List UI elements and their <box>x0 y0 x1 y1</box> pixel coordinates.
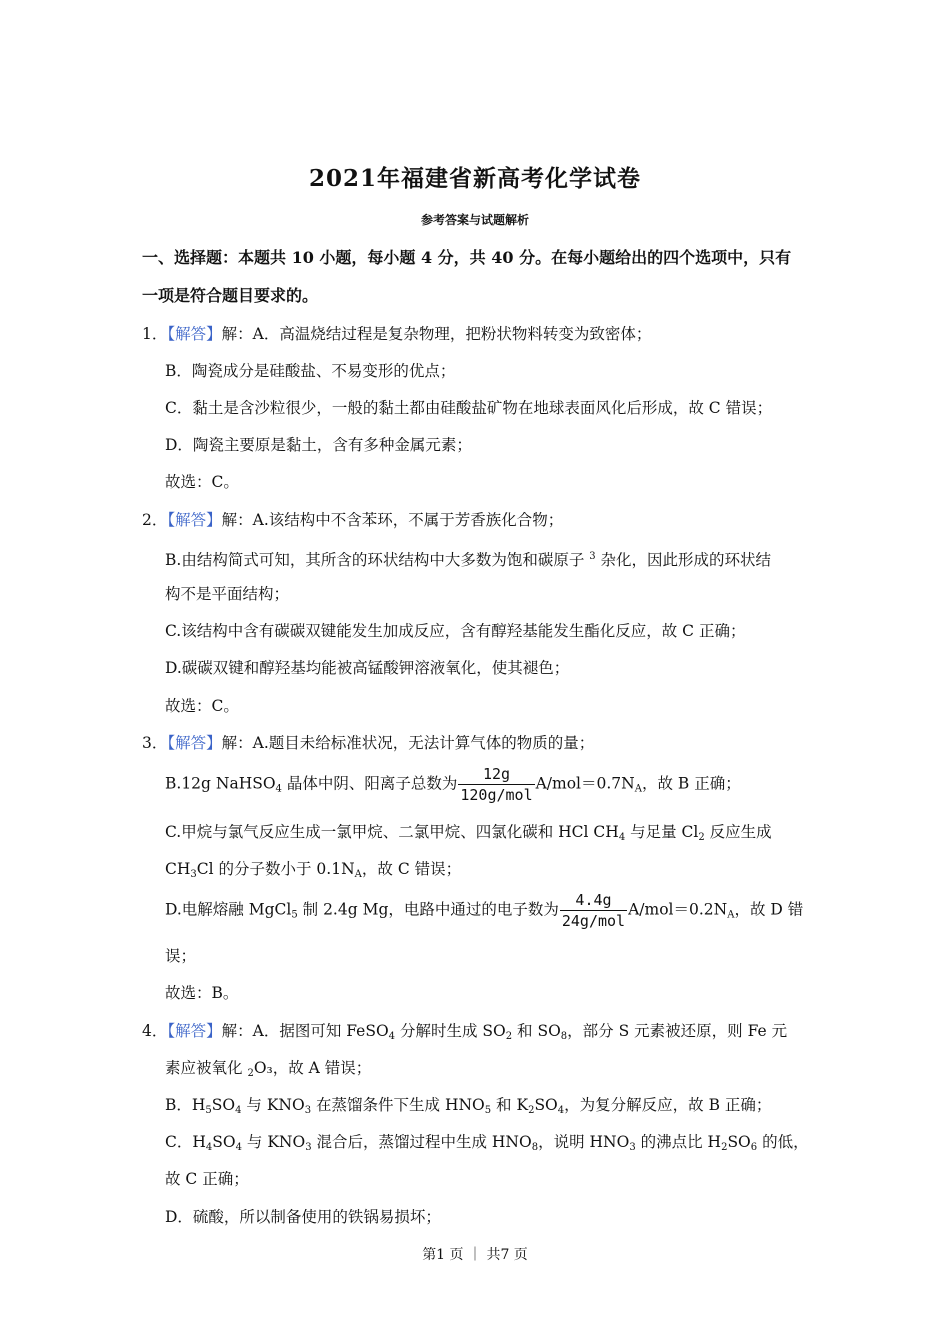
text-segment: 素应被氧化 <box>165 1059 248 1077</box>
question-number: 4． <box>142 1022 168 1040</box>
text-segment: ，为复分解反应，故 B 正确； <box>564 1096 772 1114</box>
text-segment: CH <box>165 860 191 878</box>
question-2-option-c: C.该结构中含有碳碳双键能发生加成反应，含有醇羟基能发生酯化反应，故 C 正确； <box>165 622 746 640</box>
question-1-option-b: B．陶瓷成分是硅酸盐、不易变形的优点； <box>165 362 456 380</box>
text-segment: 制 2.4g Mg，电路中通过的电子数为 <box>297 900 559 919</box>
answer-text: 解：A.该结构中不含苯环，不属于芳香族化合物； <box>221 511 564 529</box>
question-3-choice: 故选：B。 <box>165 984 239 1002</box>
answer-tag: 【解答】 <box>167 1022 222 1040</box>
question-4-option-a-line-2 <box>165 1056 815 1086</box>
text-segment: 反应生成 <box>704 823 772 841</box>
answer-tag: 【解答】 <box>167 511 222 529</box>
fraction-denominator: 24g/mol <box>561 912 626 930</box>
question-3-option-b <box>165 764 815 805</box>
question-2-lead <box>142 508 792 532</box>
question-3-option-d-line-2: 误； <box>165 947 197 965</box>
section-heading-line-2: 一项是符合题目要求的。 <box>142 286 319 305</box>
text-segment: C．H <box>165 1133 206 1151</box>
question-2-choice: 故选：C。 <box>165 697 239 715</box>
question-4-lead <box>142 1019 792 1049</box>
text-segment: 和 SO <box>512 1022 561 1040</box>
text-segment: ，说明 HNO <box>538 1133 630 1151</box>
fraction-numerator: 4.4g <box>560 890 627 911</box>
text-segment: 混合后，蒸馏过程中生成 HNO <box>311 1133 532 1151</box>
subscript: 4 <box>205 1142 213 1153</box>
subscript: 8 <box>560 1031 568 1042</box>
page-subtitle: 参考答案与试题解析 <box>420 213 529 227</box>
question-1-option-c: C．黏土是含沙粒很少，一般的黏土都由硅酸盐矿物在地球表面风化后形成，故 C 错误； <box>165 399 773 417</box>
page-title: 2021年福建省新高考化学试卷 <box>308 165 641 192</box>
question-4-option-c-line-1 <box>165 1130 815 1160</box>
subscript: 3 <box>304 1105 312 1116</box>
answer-text: 解：A．高温烧结过程是复杂物理，把粉状物料转变为致密体； <box>221 325 652 343</box>
question-2-option-b-line-1 <box>165 545 815 572</box>
text-segment: 和 K <box>491 1096 529 1114</box>
text-segment: 晶体中阴、阳离子总数为 <box>281 774 458 793</box>
text-segment: D.电解熔融 MgCl <box>165 900 292 919</box>
text-segment: 分解时生成 SO <box>395 1022 506 1040</box>
text-segment: 在蒸馏条件下生成 HNO <box>311 1096 485 1114</box>
superscript: 3 <box>589 551 596 562</box>
question-3-option-d-line-1 <box>165 890 815 931</box>
subscript: 2 <box>698 832 705 843</box>
answer-tag: 【解答】 <box>167 734 222 752</box>
answer-tag: 【解答】 <box>167 325 222 343</box>
subscript: 4 <box>275 783 282 795</box>
text-segment: O₃，故 A 错误； <box>253 1059 372 1077</box>
text-segment: B.12g NaHSO <box>165 774 276 793</box>
question-3-lead <box>142 731 792 755</box>
subscript: 3 <box>305 1142 312 1153</box>
question-number: 2． <box>142 511 168 529</box>
text-segment: 解：A．据图可知 FeSO <box>221 1022 389 1040</box>
question-3-option-c-line-2 <box>165 857 815 887</box>
text-segment: 的低， <box>757 1133 809 1151</box>
subscript: A <box>354 869 362 880</box>
subscript: 4 <box>557 1105 565 1116</box>
text-segment: 杂化，因此形成的环状结 <box>595 551 772 569</box>
fraction-denominator: 120g/mol <box>460 786 533 804</box>
question-3-option-c-line-1 <box>165 820 815 850</box>
section-heading-line-1: 一、选择题：本题共 10 小题，每小题 4 分，共 40 分。在每小题给出的四个选项中，只有 <box>142 248 792 267</box>
subscript: 2 <box>721 1142 728 1153</box>
question-number: 1． <box>142 325 168 343</box>
subscript: 2 <box>505 1031 513 1042</box>
question-number: 3． <box>142 734 168 752</box>
subscript: 4 <box>235 1142 242 1153</box>
subscript: 3 <box>190 869 197 880</box>
text-segment: ，部分 S 元素被还原，则 Fe 元 <box>567 1022 788 1040</box>
question-1-option-d: D．陶瓷主要原是黏土，含有多种金属元素； <box>165 436 472 454</box>
subscript: 8 <box>531 1142 539 1153</box>
text-segment: SO <box>534 1096 558 1114</box>
text-segment: C.甲烷与氯气反应生成一氯甲烷、二氯甲烷、四氯化碳和 HCl CH <box>165 823 619 841</box>
text-segment: A/mol＝0.7N <box>535 774 635 793</box>
text-segment: Cl 的分子数小于 0.1N <box>196 860 355 878</box>
subscript: 4 <box>618 832 626 843</box>
subscript: 5 <box>291 909 298 921</box>
question-2-option-d: D.碳碳双键和醇羟基均能被高锰酸钾溶液氧化，使其褪色； <box>165 659 570 677</box>
subscript: 4 <box>388 1031 396 1042</box>
question-2-option-b-line-2: 构不是平面结构； <box>165 585 290 603</box>
text-segment: 与 KNO <box>241 1133 306 1151</box>
text-segment: 的沸点比 H <box>635 1133 722 1151</box>
question-1-lead <box>142 322 792 346</box>
text-segment: SO <box>212 1133 236 1151</box>
text-segment: ，故 B 正确； <box>641 774 741 793</box>
subscript: 6 <box>750 1142 758 1153</box>
subscript: 5 <box>484 1105 492 1116</box>
subscript: 3 <box>629 1142 636 1153</box>
fraction-numerator: 12g <box>458 764 534 785</box>
question-4-option-d: D．硫酸，所以制备使用的铁锅易损坏； <box>165 1208 441 1226</box>
text-segment: A/mol＝0.2N <box>628 900 728 919</box>
subscript: 4 <box>235 1105 242 1116</box>
fraction <box>560 890 627 931</box>
answer-text: 解：A.题目未给标准状况，无法计算气体的物质的量； <box>221 734 595 752</box>
text-segment: ，故 C 错误； <box>361 860 462 878</box>
subscript: A <box>634 783 642 795</box>
question-4-option-c-line-2: 故 C 正确； <box>165 1170 249 1188</box>
question-1-choice: 故选：C。 <box>165 473 239 491</box>
subscript: 5 <box>205 1105 212 1116</box>
subscript: 2 <box>528 1105 535 1116</box>
text-segment: B.由结构简式可知，其所含的环状结构中大多数为饱和碳原子 <box>165 551 590 569</box>
subscript: A <box>727 909 735 921</box>
text-segment: ，故 D 错 <box>734 900 804 919</box>
subscript: 2 <box>247 1068 254 1079</box>
text-segment: SO <box>727 1133 751 1151</box>
question-4-option-b <box>165 1093 815 1123</box>
text-segment: B．H <box>165 1096 206 1114</box>
text-segment: 与 KNO <box>241 1096 305 1114</box>
text-segment: SO <box>211 1096 236 1114</box>
fraction <box>458 764 534 805</box>
text-segment: 与足量 Cl <box>625 823 699 841</box>
page-footer: 第1 页 ｜ 共7 页 <box>422 1247 528 1263</box>
